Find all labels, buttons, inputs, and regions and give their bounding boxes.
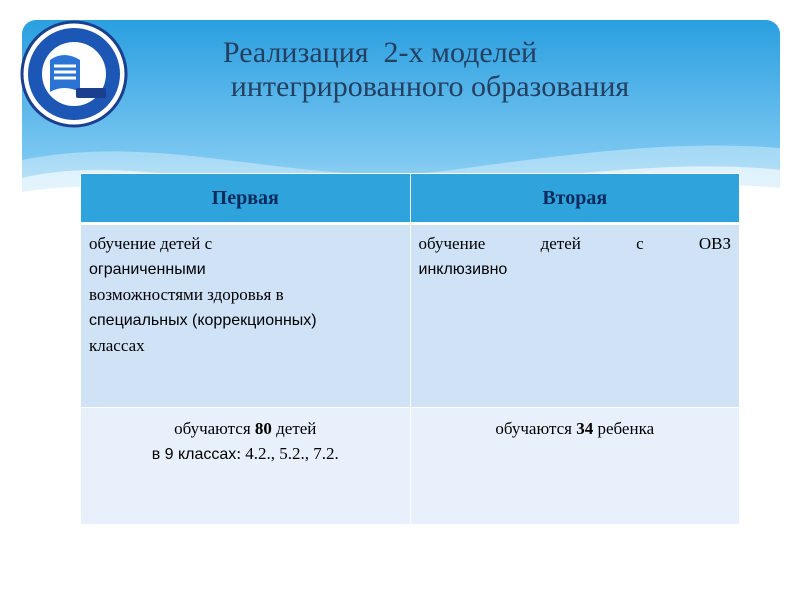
models-table bbox=[80, 173, 740, 525]
cell-first-count bbox=[81, 408, 411, 525]
title-line-2: интегрированного образования bbox=[230, 70, 630, 103]
slide-title bbox=[130, 36, 730, 104]
header-second: Вторая bbox=[410, 174, 740, 224]
cell-first-model bbox=[81, 224, 411, 408]
text-fragment: в 9 классах bbox=[151, 446, 237, 463]
header-first: Первая bbox=[81, 174, 411, 224]
table-row bbox=[81, 408, 740, 525]
text-fragment: обучаются bbox=[174, 419, 255, 438]
table-header-row bbox=[81, 174, 740, 224]
text-line: классах bbox=[89, 336, 145, 355]
count-value: 80 bbox=[254, 419, 272, 438]
text-fragment: обучаются bbox=[495, 419, 577, 438]
count-value: 34 bbox=[576, 419, 594, 438]
text-line: обучение детей с bbox=[89, 234, 213, 253]
text-line: специальных (коррекционных) bbox=[89, 312, 317, 329]
text-line: возможностями здоровья в bbox=[89, 285, 284, 304]
word: обучение bbox=[418, 234, 486, 253]
cell-second-model bbox=[410, 224, 740, 408]
text-line: ограниченными bbox=[89, 261, 206, 278]
title-line-1: Реализация 2-х моделей bbox=[222, 36, 538, 69]
word: ОВЗ bbox=[698, 234, 732, 253]
cell-second-count bbox=[410, 408, 740, 525]
text-fragment: детей bbox=[271, 419, 317, 438]
text-line bbox=[419, 231, 732, 256]
text-line: инклюзивно bbox=[418, 261, 508, 278]
word: с bbox=[636, 234, 644, 253]
word: детей bbox=[540, 234, 581, 253]
table-row bbox=[81, 224, 740, 408]
text-fragment: ребенка bbox=[593, 419, 655, 438]
text-fragment: : 4.2., 5.2., 7.2. bbox=[236, 444, 339, 463]
